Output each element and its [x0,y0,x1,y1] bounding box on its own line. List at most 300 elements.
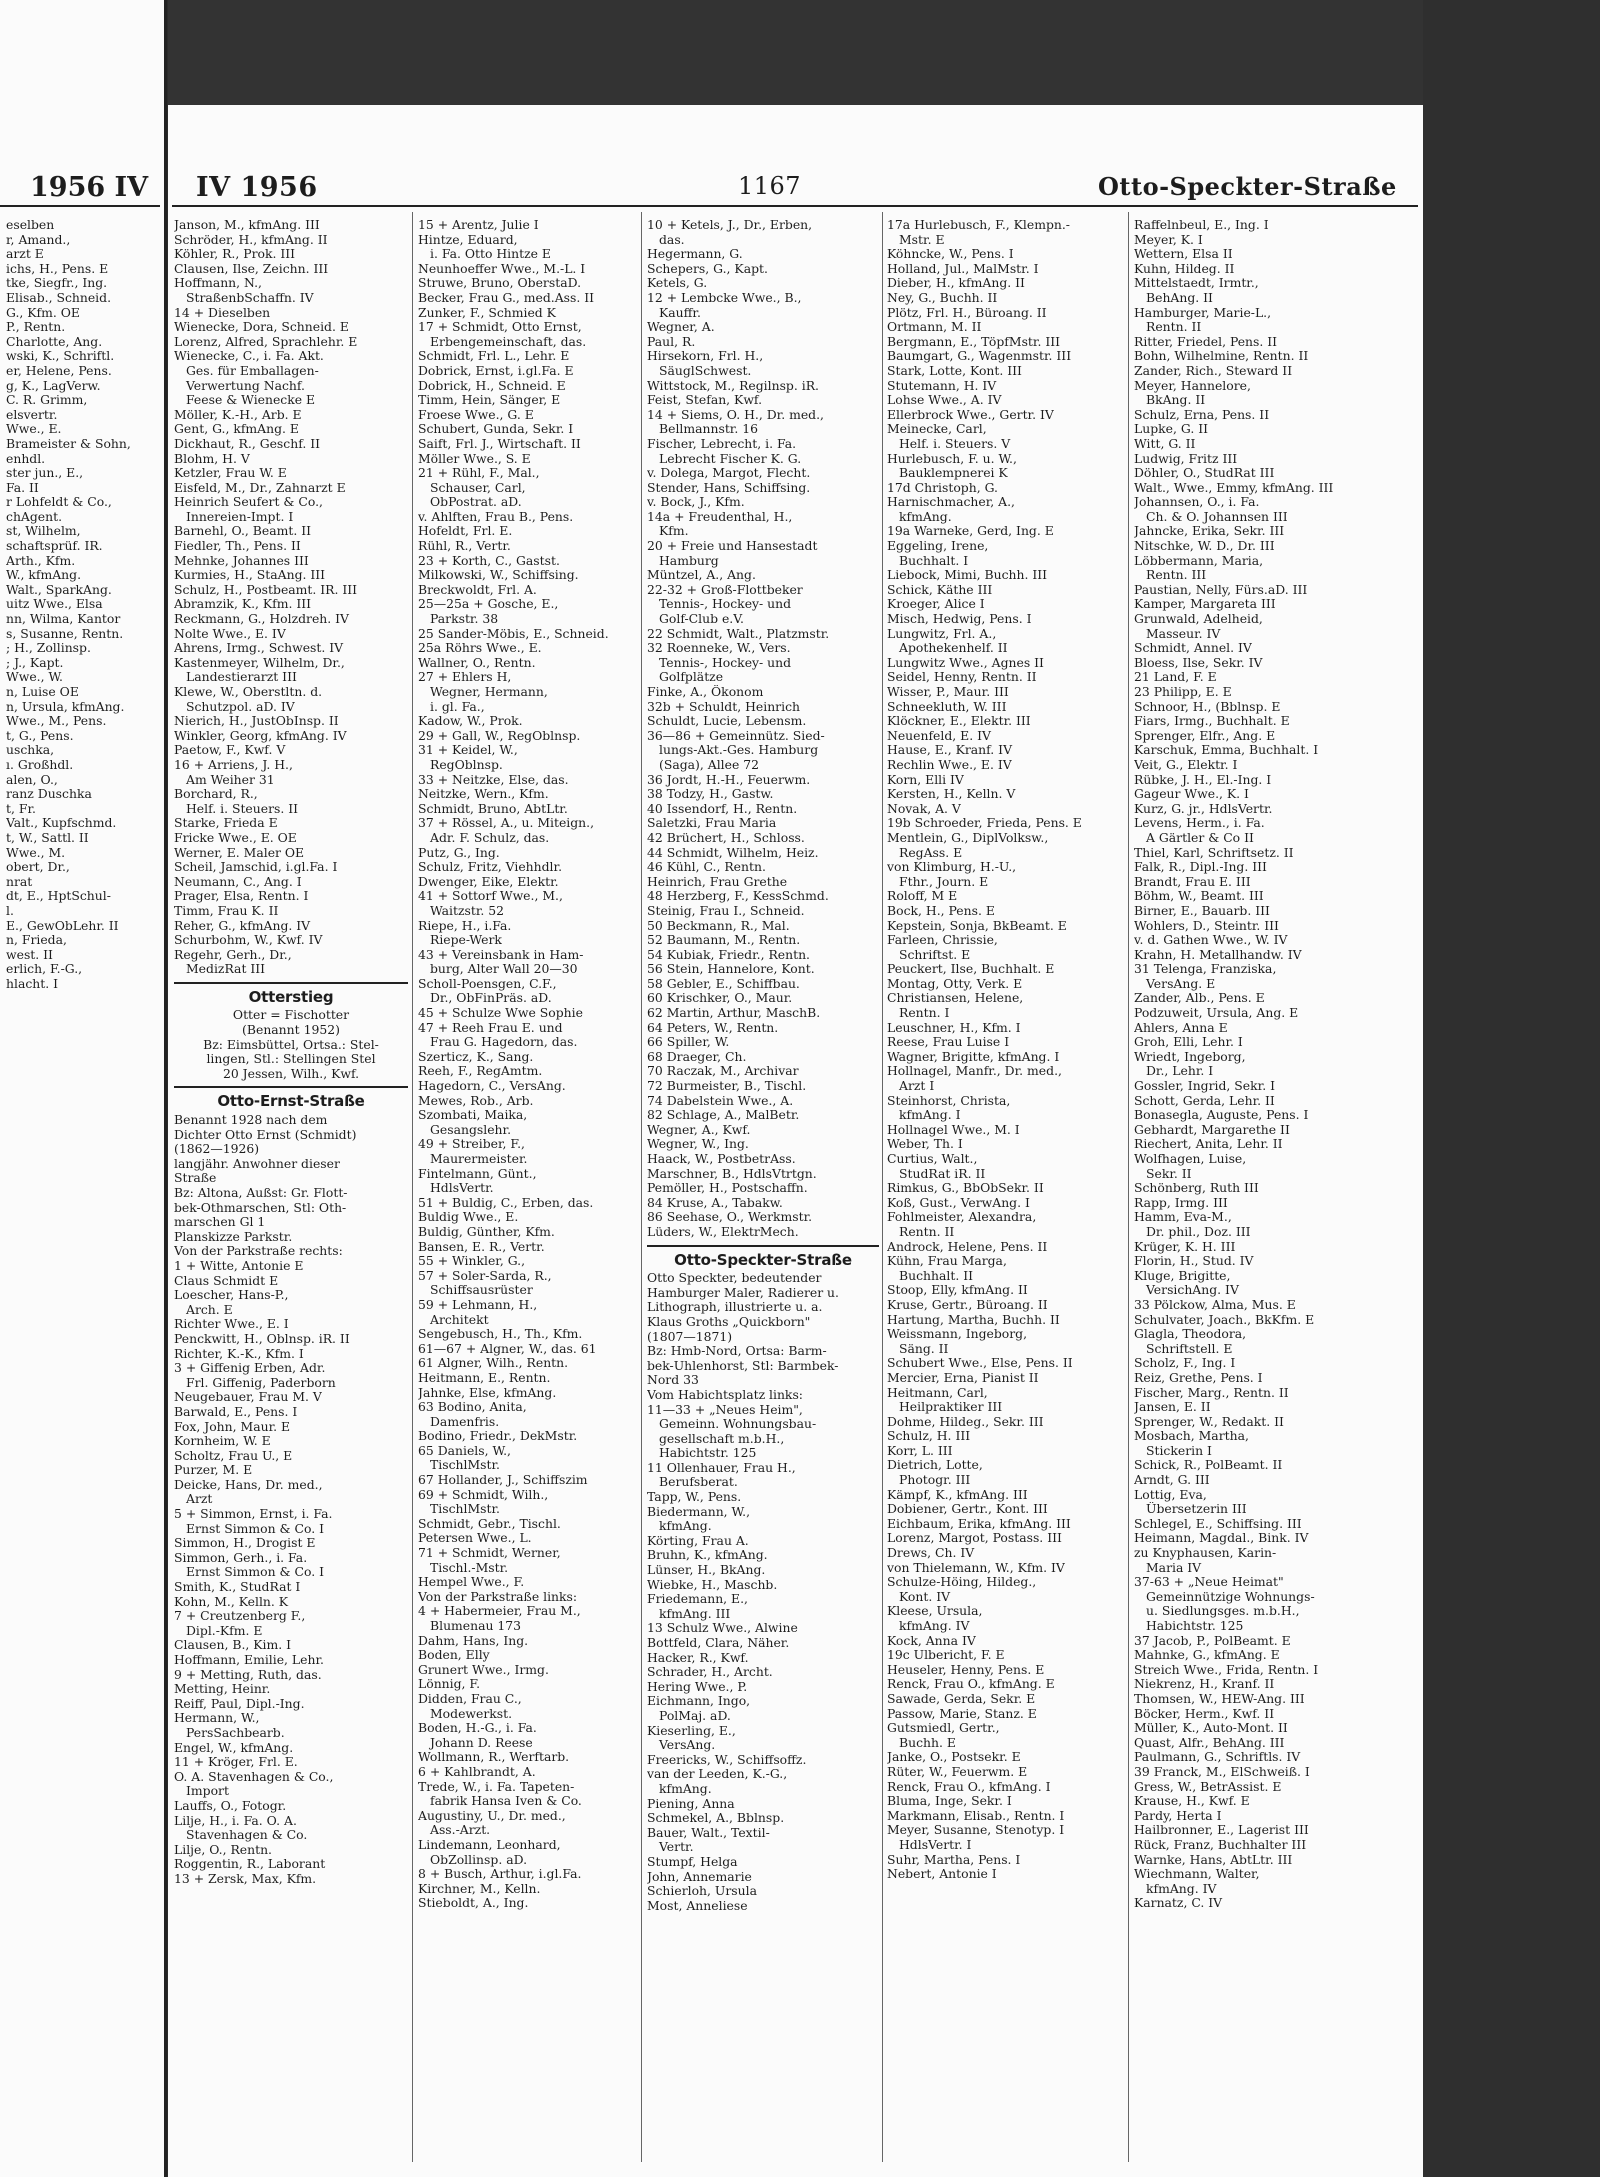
directory-entry: Fiars, Irmg., Buchhalt. E [1134,714,1290,729]
directory-entry: PersSachbearb. [186,1725,285,1740]
directory-entry: Dahm, Hans, Ing. [418,1633,529,1648]
directory-entry: Bergmann, E., TöpfMstr. III [887,334,1061,349]
directory-entry: Lupke, G. II [1134,422,1208,437]
directory-entry: Roloff, M E [887,889,958,904]
directory-entry: PolMaj. aD. [659,1708,731,1723]
directory-entry: Lithograph, illustrierte u. a. [647,1300,823,1315]
directory-entry: Meyer, K. I [1134,232,1203,247]
directory-entry: 29 + Gall, W., RegOblnsp. [418,728,581,743]
directory-entry: Bock, H., Pens. E [887,903,995,918]
directory-entry: Steinhorst, Christa, [887,1093,1011,1108]
directory-entry: Gesangslehr. [430,1122,512,1137]
directory-entry: Berufsberat. [659,1475,738,1490]
column-4 [887,218,1125,2168]
directory-entry: Waitzstr. 52 [430,903,505,918]
spine-line: Charlotte, Ang. [6,334,103,349]
directory-entry: Innereien-Impt. I [186,509,294,524]
spine-line: Wwe., M. [6,845,66,860]
directory-entry: Müller, K., Auto-Mont. II [1134,1721,1288,1736]
directory-entry: 12 + Lembcke Wwe., B., [647,290,802,305]
directory-entry: Reiff, Paul, Dipl.-Ing. [174,1696,305,1711]
directory-entry: Heuseler, Henny, Pens. E [887,1662,1045,1677]
directory-entry: ObPostrat. aD. [430,495,522,510]
directory-entry: Rüter, W., Feuerwm. E [887,1764,1028,1779]
directory-entry: Hagedorn, C., VersAng. [418,1079,566,1094]
directory-entry: Sekr. II [1146,1166,1192,1181]
directory-entry: Pemöller, H., Postschaffn. [647,1181,808,1196]
directory-entry: Übersetzerin III [1146,1502,1247,1517]
directory-entry: 10 + Ketels, J., Dr., Erben, [647,218,813,232]
directory-entry: Scholl-Poensgen, C.F., [418,976,557,991]
directory-entry: Golf-Club e.V. [659,612,744,627]
spine-line: Brameister & Sohn, [6,436,131,451]
directory-entry: Rapp, Irmg. III [1134,1195,1228,1210]
directory-entry: 42 Brüchert, H., Schloss. [647,830,805,845]
directory-entry: Simmon, H., Drogist E [174,1536,316,1551]
section-text: (Benannt 1952) [242,1023,340,1038]
directory-entry: Niekrenz, H., Kranf. II [1134,1677,1275,1692]
directory-entry: 23 + Korth, C., Gastst. [418,553,560,568]
directory-entry: 5 + Simmon, Ernst, i. Fa. [174,1507,333,1522]
directory-entry: 82 Schlage, A., MalBetr. [647,1108,800,1123]
directory-entry: 59 + Lehmann, H., [418,1297,538,1312]
directory-entry: (Saga), Allee 72 [659,757,759,772]
directory-entry: Gutsmiedl, Gertr., [887,1721,1000,1736]
directory-entry: 21 Land, F. E [1134,670,1217,685]
spine-line: n, Frieda, [6,933,67,948]
spine-line: alen, O., [6,772,58,787]
directory-entry: Schlegel, E., Schiffsing. III [1134,1516,1302,1531]
directory-entry: (1807—1871) [647,1329,733,1344]
directory-entry: Fox, John, Maur. E [174,1419,291,1434]
directory-entry: Rühl, R., Vertr. [418,539,511,554]
directory-entry: Korn, Elli IV [887,772,964,787]
directory-entry: Piening, Anna [647,1796,735,1811]
directory-entry: Witt, G. II [1134,436,1196,451]
directory-entry: Misch, Hedwig, Pens. I [887,612,1032,627]
directory-entry: Dobrick, Ernst, i.gl.Fa. E [418,363,574,378]
directory-entry: 4 + Habermeier, Frau M., [418,1604,581,1619]
directory-entry: Zunker, F., Schmied K [418,305,556,320]
directory-entry: Brandt, Frau E. III [1134,874,1251,889]
spine-line: ; H., Zollinsp. [6,641,91,656]
directory-entry: Neuenfeld, E. IV [887,728,991,743]
directory-entry: Kock, Anna IV [887,1633,976,1648]
directory-entry: gesellschaft m.b.H., [659,1431,785,1446]
column-divider [641,212,642,2162]
directory-entry: Heimann, Magdal., Bink. IV [1134,1531,1309,1546]
directory-entry: Sengebusch, H., Th., Kfm. [418,1327,583,1342]
directory-entry: Putz, G., Ing. [418,845,500,860]
directory-entry: Feist, Stefan, Kwf. [647,393,763,408]
directory-entry: Hoffmann, N., [174,276,262,291]
directory-entry: Mercier, Erna, Pianist II [887,1370,1039,1385]
directory-entry: Helf. i. Steuers. II [186,801,299,816]
directory-entry: Klaus Groths „Quickborn" [647,1314,811,1329]
directory-entry: Grunwald, Adelheid, [1134,612,1263,627]
directory-entry: Reeh, F., RegAmtm. [418,1064,543,1079]
directory-entry: u. Siedlungsges. m.b.H., [1146,1604,1300,1619]
directory-entry: Wienecke, Dora, Schneid. E [174,320,349,335]
directory-entry: lungs-Akt.-Ges. Hamburg [659,743,819,758]
directory-entry: SäuglSchwest. [659,363,752,378]
directory-entry: kfmAng. III [659,1606,731,1621]
directory-entry: Habichtstr. 125 [1146,1619,1244,1633]
directory-entry: Hofeldt, Frl. E. [418,524,513,539]
directory-entry: 37 Jacob, P., PolBeamt. E [1134,1633,1291,1648]
directory-entry: Fischer, Marg., Rentn. II [1134,1385,1289,1400]
directory-entry: Helf. i. Steuers. V [899,436,1011,451]
directory-entry: Dietrich, Lotte, [887,1458,983,1473]
directory-entry: Kornheim, W. E [174,1434,271,1449]
directory-entry: Richter Wwe., E. I [174,1317,289,1332]
spine-line: erlich, F.-G., [6,962,83,977]
directory-entry: Tischl.-Mstr. [430,1560,509,1575]
directory-entry: Kluge, Brigitte, [1134,1268,1231,1283]
directory-entry: Abramzik, K., Kfm. III [174,597,312,612]
directory-entry: Gebhardt, Margarethe II [1134,1122,1290,1137]
directory-entry: 13 Schulz Wwe., Alwine [647,1621,798,1636]
directory-entry: Lünser, H., BkAng. [647,1563,766,1578]
directory-entry: Scholz, F., Ing. I [1134,1356,1236,1371]
directory-entry: Pardy, Herta I [1134,1808,1222,1823]
section-heading-otto-speckter-strasse: Otto-Speckter-Straße [674,1250,852,1269]
directory-entry: Damenfris. [430,1414,500,1429]
directory-entry: Becker, Frau G., med.Ass. II [418,290,595,305]
directory-entry: Claus Schmidt E [174,1273,279,1288]
directory-entry: Farleen, Chrissie, [887,933,998,948]
directory-entry: 19c Ulbericht, F. E [887,1648,1005,1663]
directory-entry: 31 Telenga, Franziska, [1134,962,1277,977]
directory-entry: Meyer, Susanne, Stenotyp. I [887,1823,1065,1838]
spine-line: hlacht. I [6,976,59,991]
directory-entry: Fiedler, Th., Pens. II [174,539,301,554]
directory-entry: Barwald, E., Pens. I [174,1404,298,1419]
spine-line: E., GewObLehr. II [6,918,119,933]
section-text: 20 Jessen, Wilh., Kwf. [222,1066,360,1081]
directory-entry: 64 Peters, W., Rentn. [647,1020,779,1035]
directory-entry: Heinrich Seufert & Co., [174,495,323,510]
directory-entry: Paul, R. [647,334,696,349]
column-divider [882,212,883,2162]
directory-entry: Schick, R., PolBeamt. II [1134,1458,1283,1473]
directory-entry: v. Ahlften, Frau B., Pens. [418,509,574,524]
directory-entry: Schulz, H., Postbeamt. IR. III [174,582,358,597]
directory-entry: Wegner, A. [647,320,715,335]
directory-entry: Dr., Lehr. I [1146,1064,1214,1079]
directory-entry: Böcker, Herm., Kwf. II [1134,1706,1275,1721]
directory-entry: Jahnke, Else, kfmAng. [418,1385,557,1400]
directory-entry: Schubert, Gunda, Sekr. I [418,422,574,437]
directory-entry: Podzuweit, Ursula, Ang. E [1134,1006,1299,1021]
spine-line: Wwe., W. [6,670,63,685]
directory-entry: 14a + Freudenthal, H., [647,509,793,524]
directory-entry: Gemeinn. Wohnungsbau- [659,1417,817,1432]
directory-entry: Schriftst. E [899,947,971,962]
directory-entry: 27 + Ehlers H, [418,670,512,685]
directory-entry: Reese, Frau Luise I [887,1035,1010,1050]
directory-entry: Kroeger, Alice I [887,597,985,612]
directory-entry: Säng. II [899,1341,949,1356]
spine-line: ster jun., E., [6,466,84,481]
directory-entry: 43 + Vereinsbank in Ham- [418,947,584,962]
directory-entry: Fthr., Journ. E [899,874,989,889]
directory-entry: Regehr, Gerh., Dr., [174,947,292,962]
page-header-left: IV 1956 [196,172,318,203]
directory-entry: 49 + Streiber, F., [418,1137,525,1152]
street-title: Otto-Speckter-Straße [1098,172,1397,201]
directory-entry: Mehnke, Johannes III [174,553,309,568]
directory-entry: Hailbronner, E., Lagerist III [1134,1823,1309,1838]
directory-entry: Finke, A., Ökonom [647,685,764,699]
directory-entry: Ney, G., Buchh. II [887,290,998,305]
directory-entry: Kieserling, E., [647,1723,736,1738]
directory-entry: Buldig, Günther, Kfm. [418,1224,555,1239]
directory-entry: Wettern, Elsa II [1134,247,1233,262]
directory-entry: Vertr. [659,1840,694,1855]
spine-line: west. II [6,947,53,962]
directory-entry: Stutemann, H. IV [887,378,997,393]
spine-line: Fa. II [6,480,39,495]
directory-entry: StudRat iR. II [899,1166,986,1181]
directory-entry: Hause, E., Kranf. IV [887,743,1013,758]
directory-entry: Wagner, Brigitte, kfmAng. I [887,1049,1060,1064]
directory-entry: Curtius, Walt., [887,1152,978,1166]
directory-entry: 1 + Witte, Antonie E [174,1258,304,1273]
directory-entry: Lungwitz, Frl. A., [887,626,997,641]
directory-entry: 31 + Keidel, W., [418,743,518,758]
column-3 [647,218,879,2168]
directory-entry: 36—86 + Gemeinnütz. Sied- [647,728,825,743]
directory-entry: Blumenau 173 [430,1619,522,1633]
directory-entry: Trede, W., i. Fa. Tapeten- [418,1779,575,1794]
directory-entry: 19b Schroeder, Frieda, Pens. E [887,816,1082,831]
spine-line: W., kfmAng. [6,568,82,583]
spine-line: r, Amand., [6,232,71,247]
spine-line: Elisab., Schneid. [6,290,112,305]
directory-entry: Winkler, Georg, kfmAng. IV [174,728,347,743]
directory-entry: 70 Raczak, M., Archivar [647,1064,799,1079]
directory-entry: Wegner, W., Ing. [647,1137,749,1152]
left-page-spine [0,0,167,2177]
directory-entry: Zander, Rich., Steward II [1134,363,1293,378]
directory-entry: 11 + Kröger, Frl. E. [174,1755,298,1770]
directory-entry: 3 + Giffenig Erben, Adr. [174,1361,326,1376]
directory-entry: Lorenz, Margot, Postass. III [887,1531,1062,1546]
directory-entry: 62 Martin, Arthur, MaschB. [647,1006,821,1021]
directory-entry: 11—33 + „Neues Heim", [647,1402,803,1417]
directory-entry: Kont. IV [899,1589,951,1604]
column-5 [1134,218,1418,2168]
section-text: lingen, Stl.: Stellingen Stel [206,1052,376,1067]
directory-entry: Leuschner, H., Kfm. I [887,1020,1021,1035]
directory-entry: Möller, K.-H., Arb. E [174,407,302,422]
directory-entry: Johann D. Reese [430,1735,533,1750]
directory-entry: Reiz, Grethe, Pens. I [1134,1370,1263,1385]
directory-entry: MedizRat III [186,962,266,977]
directory-entry: marschen Gl 1 [174,1215,266,1230]
directory-entry: Holland, Jul., MalMstr. I [887,261,1039,276]
directory-entry: Engel, W., kfmAng. [174,1740,294,1755]
directory-entry: Raffelnbeul, E., Ing. I [1134,218,1269,232]
directory-entry: Schrader, H., Archt. [647,1665,773,1680]
directory-entry: A Gärtler & Co II [1146,830,1254,845]
directory-entry: Verwertung Nachf. [186,378,305,393]
directory-entry: Bloess, Ilse, Sekr. IV [1134,655,1263,670]
directory-entry: Neugebauer, Frau M. V [174,1390,322,1405]
directory-entry: Apothekenhelf. II [899,641,1008,656]
directory-entry: Wisser, P., Maur. III [887,685,1009,699]
directory-entry: Scheil, Jamschid, i.gl.Fa. I [174,860,338,875]
directory-entry: Habichtstr. 125 [659,1446,757,1461]
directory-entry: Lebrecht Fischer K. G. [659,451,802,466]
directory-entry: Androck, Helene, Pens. II [887,1239,1048,1254]
directory-entry: Dipl.-Kfm. E [186,1623,263,1638]
directory-entry: Arzt [186,1492,213,1507]
left-page-header: 1956 IV [30,172,149,203]
directory-entry: Ellerbrock Wwe., Gertr. IV [887,407,1054,422]
directory-entry: 65 Daniels, W., [418,1443,511,1458]
directory-entry: Eisfeld, M., Dr., Zahnarzt E [174,480,346,495]
directory-entry: 14 + Siems, O. H., Dr. med., [647,407,824,422]
directory-entry: Kuhn, Hildeg. II [1134,261,1235,276]
directory-entry: Drews, Ch. IV [887,1546,975,1561]
directory-entry: Bottfeld, Clara, Näher. [647,1636,790,1650]
directory-entry: Most, Anneliese [647,1898,748,1913]
directory-entry: Krüger, K. H. III [1134,1239,1236,1254]
directory-entry: Kurz, G. jr., HdlsVertr. [1134,801,1273,816]
directory-entry: v. Dolega, Margot, Flecht. [647,466,811,481]
directory-entry: Groh, Elli, Lehr. I [1134,1035,1243,1050]
directory-entry: HdlsVertr. I [899,1837,972,1852]
directory-entry: Boden, H.-G., i. Fa. [418,1721,537,1736]
directory-entry: Barnehl, O., Beamt. II [174,524,312,539]
directory-entry: Hempel Wwe., F. [418,1575,525,1590]
directory-entry: 39 Franck, M., ElSchweiß. I [1134,1764,1310,1779]
directory-entry: Landestierarzt III [186,670,297,685]
directory-entry: Eichbaum, Erika, kfmAng. III [887,1516,1071,1531]
directory-entry: Steinig, Frau I., Schneid. [647,903,805,918]
directory-entry: 72 Burmeister, B., Tischl. [647,1079,807,1094]
directory-entry: 56 Stein, Hannelore, Kont. [647,962,815,977]
directory-entry: 17 + Schmidt, Otto Ernst, [418,320,582,335]
directory-entry: Lilje, O., Rentn. [174,1842,272,1857]
directory-entry: Wriedt, Ingeborg, [1134,1049,1246,1064]
directory-entry: Bz: Hmb-Nord, Ortsa: Barm- [647,1344,827,1359]
directory-entry: Lorenz, Alfred, Sprachlehr. E [174,334,358,349]
directory-entry: RegAss. E [899,845,963,860]
directory-entry: Blohm, H. V [174,451,250,466]
spine-line: uschka, [6,743,55,758]
spine-line: l. [6,903,14,918]
directory-entry: Schulz, H. III [887,1429,971,1444]
directory-entry: Clausen, B., Kim. I [174,1638,292,1653]
directory-entry: Mosbach, Martha, [1134,1429,1249,1444]
directory-entry: Walt., Wwe., Emmy, kfmAng. III [1134,480,1334,495]
directory-entry: 11 Ollenhauer, Frau H., [647,1460,796,1475]
directory-entry: Petersen Wwe., L. [418,1531,532,1546]
directory-entry: Bonasegla, Auguste, Pens. I [1134,1108,1309,1123]
spine-line: Valt., Kupfschmd. [6,816,117,831]
section-heading-otto-ernst-strasse: Otto-Ernst-Straße [217,1092,365,1111]
directory-entry: Heinrich, Frau Grethe [647,874,788,889]
directory-entry: 23 Philipp, E. E [1134,685,1232,699]
directory-entry: Fricke Wwe., E. OE [174,830,297,845]
spine-line: Wwe., E. [6,422,62,437]
directory-entry: Renck, Frau O., kfmAng. I [887,1779,1051,1794]
directory-entry: Liebock, Mimi, Buchh. III [887,568,1048,583]
directory-entry: ObZollinsp. aD. [430,1852,528,1867]
directory-entry: Stickerin I [1146,1443,1212,1458]
directory-entry: 71 + Schmidt, Werner, [418,1546,561,1561]
directory-entry: Buldig Wwe., E. [418,1210,519,1225]
directory-entry: Jansen, E. II [1134,1400,1211,1415]
directory-entry: Nitschke, W. D., Dr. III [1134,539,1275,554]
directory-entry: Dr., ObFinPräs. aD. [430,991,552,1006]
directory-entry: Bluma, Inge, Sekr. I [887,1794,1012,1809]
scan-background-right [1423,0,1600,2177]
directory-entry: Hamburger Maler, Radierer u. [647,1285,839,1300]
directory-entry: 57 + Soler-Sarda, R., [418,1268,552,1283]
directory-entry: Import [186,1784,229,1799]
directory-entry: 61 Algner, Wilh., Rentn. [418,1356,569,1371]
directory-entry: Heilpraktiker III [899,1400,1003,1415]
directory-entry: Ahlers, Anna E [1134,1020,1228,1035]
directory-entry: 45 + Schulze Wwe Sophie [418,1006,583,1021]
directory-entry: Bansen, E. R., Vertr. [418,1239,545,1254]
directory-entry: von Klimburg, H.-U., [887,860,1017,875]
directory-entry: v. d. Gathen Wwe., W. IV [1134,933,1288,948]
directory-entry: zu Knyphausen, Karin- [1134,1546,1277,1561]
directory-entry: Dieber, H., kfmAng. II [887,276,1025,291]
directory-entry: Gemeinnützige Wohnungs- [1146,1589,1315,1604]
directory-entry: Rechlin Wwe., E. IV [887,757,1012,772]
directory-entry: Struwe, Bruno, OberstaD. [418,276,582,291]
directory-entry: Kastenmeyer, Wilhelm, Dr., [174,655,345,670]
directory-entry: Riepe-Werk [430,933,502,948]
directory-entry: Stieboldt, A., Ing. [418,1896,529,1911]
directory-entry: Purzer, M. E [174,1463,253,1478]
directory-entry: Gress, W., BetrAssist. E [1134,1779,1282,1794]
directory-entry: Schurbohm, W., Kwf. IV [174,933,323,948]
directory-entry: 22 Schmidt, Walt., Platzmstr. [647,626,830,641]
directory-entry: Kühn, Frau Marga, [887,1254,1007,1269]
directory-entry: (1862—1926) [174,1142,260,1157]
directory-entry: Modewerkst. [430,1706,513,1721]
directory-entry: 25a Röhrs Wwe., E. [418,641,542,656]
directory-entry: Von der Parkstraße links: [418,1589,578,1604]
directory-entry: Lilje, H., i. Fa. O. A. [174,1813,297,1828]
directory-entry: Stumpf, Helga [647,1854,738,1869]
directory-entry: Nierich, H., JustObInsp. II [174,714,339,729]
directory-entry: Buchhalt. I [899,553,969,568]
directory-entry: 7 + Creutzenberg F., [174,1609,306,1624]
directory-entry: Neitzke, Wern., Kfm. [418,787,549,802]
directory-entry: Lönnig, F. [418,1677,481,1692]
directory-entry: 61—67 + Algner, W., das. 61 [418,1341,597,1356]
directory-entry: Krause, H., Kwf. E [1134,1794,1250,1809]
directory-entry: Heitmann, Carl, [887,1385,988,1400]
spine-line: ichs, H., Pens. E [6,261,109,276]
directory-entry: Adr. F. Schulz, das. [430,830,550,845]
directory-entry: Köhncke, W., Pens. I [887,247,1014,262]
directory-entry: Glagla, Theodora, [1134,1327,1247,1342]
directory-entry: Wallner, O., Rentn. [418,655,536,670]
directory-entry: Stender, Hans, Schiffsing. [647,480,811,495]
directory-entry: Schuldt, Lucie, Lebensm. [647,714,807,729]
spine-line: uitz Wwe., Elsa [6,597,103,612]
spine-line: ranz Duschka [6,787,92,802]
